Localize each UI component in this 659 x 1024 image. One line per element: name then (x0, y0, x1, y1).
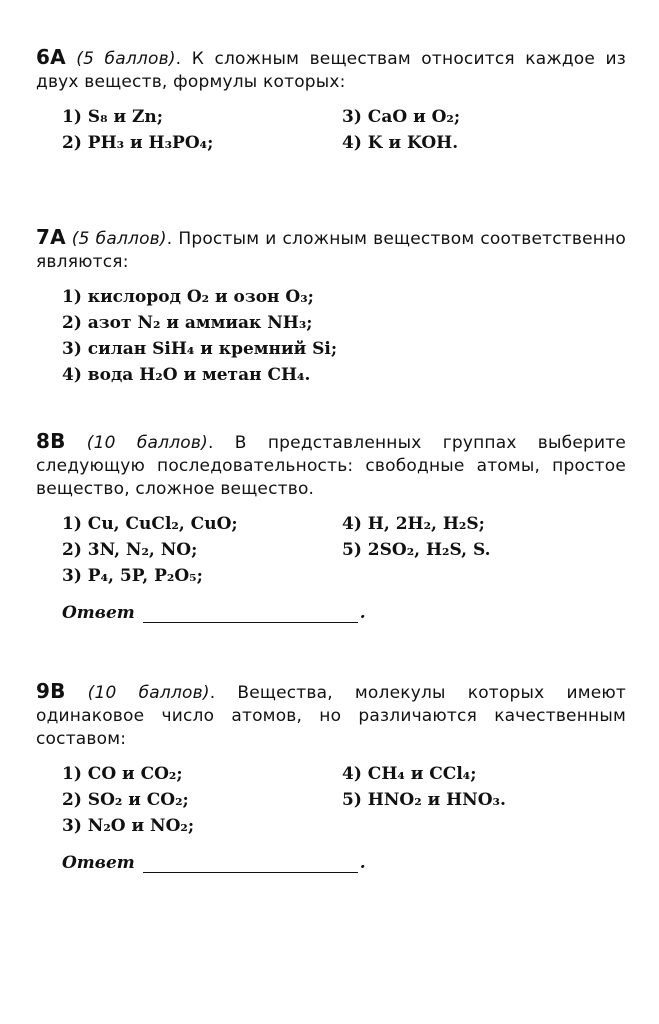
option: 3) P₄, 5P, P₂O₅; (62, 566, 203, 586)
answer-field: Ответ . (62, 853, 366, 873)
options-9b (62, 761, 626, 839)
answer-label: Ответ (62, 603, 135, 623)
question-text: . Вещества, молекулы которых имеют одинаковое число атомов, но различаются качественным составом: (36, 683, 627, 749)
question-7a (36, 226, 626, 388)
option: 5) 2SO₂, H₂S, S. (342, 540, 491, 560)
answer-label: Ответ (62, 853, 135, 873)
options-6a (62, 104, 626, 156)
option: 3) силан SiH₄ и кремний Si; (62, 339, 338, 359)
question-9b (36, 680, 626, 873)
option: 2) PH₃ и H₃PO₄; (62, 133, 214, 153)
question-8b-prompt: 8B (10 баллов). В представленных группах выберите следующую последовательность: свободные атомы, простое вещество, сложное вещество. (36, 429, 626, 499)
option: 2) SO₂ и CO₂; (62, 790, 189, 810)
question-7a-prompt: 7A (5 баллов). Простым и сложным веществом соответственно являются: (36, 225, 626, 272)
options-7a (62, 284, 626, 388)
question-8b (36, 430, 626, 623)
question-points: 10 баллов (93, 433, 202, 453)
option: 4) K и KOH. (342, 133, 459, 153)
option: 3) CaO и O₂; (342, 107, 461, 127)
question-points: 5 баллов (83, 49, 169, 69)
answer-blank[interactable] (143, 858, 358, 873)
question-9b-prompt: 9B (10 баллов). Вещества, молекулы которых имеют одинаковое число атомов, но различаются качественным составом: (36, 679, 627, 749)
option: 2) 3N, N₂, NO; (62, 540, 198, 560)
options-8b (62, 511, 626, 589)
question-6a-prompt: 6A (5 баллов). К сложным веществам относится каждое из двух веществ, формулы которых: (36, 45, 626, 92)
question-number: 9B (36, 679, 66, 703)
question-points: 5 баллов (78, 229, 160, 249)
question-text: . Простым и сложным веществом соответственно являются: (36, 229, 626, 272)
answer-blank[interactable] (143, 608, 358, 623)
question-number: 7A (36, 225, 66, 249)
option: 4) CH₄ и CCl₄; (342, 764, 477, 784)
question-text: . В представленных группах выберите следующую последовательность: свободные атомы, простое вещество, сложное вещество. (36, 433, 626, 499)
option: 3) N₂O и NO₂; (62, 816, 195, 836)
question-number: 6A (36, 45, 66, 69)
question-number: 8B (36, 429, 66, 453)
question-6a (36, 46, 626, 156)
option: 1) Cu, CuCl₂, CuO; (62, 514, 238, 534)
option: 4) вода H₂O и метан CH₄. (62, 365, 311, 385)
answer-field: Ответ . (62, 603, 366, 623)
option: 1) кислород O₂ и озон O₃; (62, 287, 314, 307)
option: 1) CO и CO₂; (62, 764, 183, 784)
question-text: . К сложным веществам относится каждое из двух веществ, формулы которых: (36, 49, 626, 92)
option: 1) S₈ и Zn; (62, 107, 164, 127)
question-points: 10 баллов (94, 683, 203, 703)
option: 4) H, 2H₂, H₂S; (342, 514, 485, 534)
option: 5) HNO₂ и HNO₃. (342, 790, 506, 810)
option: 2) азот N₂ и аммиак NH₃; (62, 313, 313, 333)
